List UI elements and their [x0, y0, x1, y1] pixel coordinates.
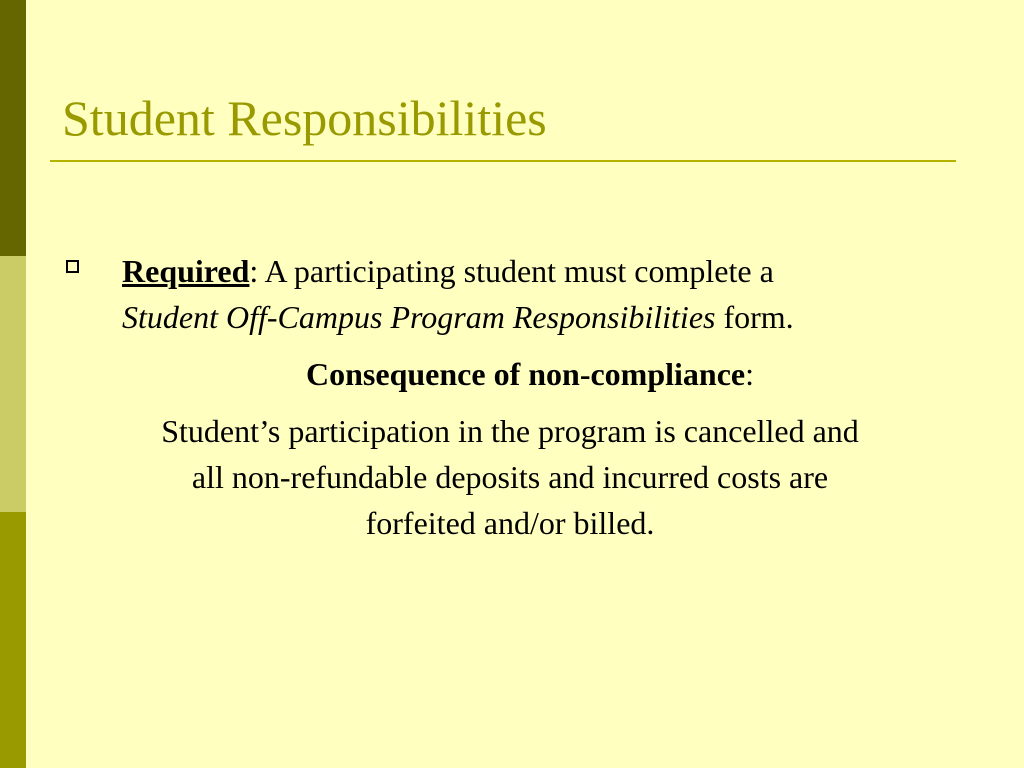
side-bar-top — [0, 0, 26, 256]
slide-title: Student Responsibilities — [62, 90, 547, 146]
consequence-suffix: : — [745, 356, 754, 392]
bullet-required — [122, 248, 982, 340]
consequence-label: Consequence of non-compliance — [306, 356, 746, 392]
consequence-description — [60, 408, 960, 546]
title-divider — [50, 160, 956, 162]
consequence-heading — [50, 351, 1010, 397]
form-name: Student Off-Campus Program Responsibilities — [122, 299, 716, 335]
outcome-line: all non-refundable deposits and incurred costs are — [191, 459, 829, 495]
outcome-line: Student’s participation in the program is cancelled and — [161, 413, 859, 449]
square-bullet-icon — [66, 260, 79, 273]
side-bar-bottom — [0, 512, 26, 768]
side-bar-middle — [0, 256, 26, 512]
required-label: Required — [122, 253, 250, 289]
required-text-end: form. — [715, 299, 794, 335]
outcome-line: forfeited and/or billed. — [365, 505, 655, 541]
required-text: : A participating student must complete a — [249, 253, 774, 289]
